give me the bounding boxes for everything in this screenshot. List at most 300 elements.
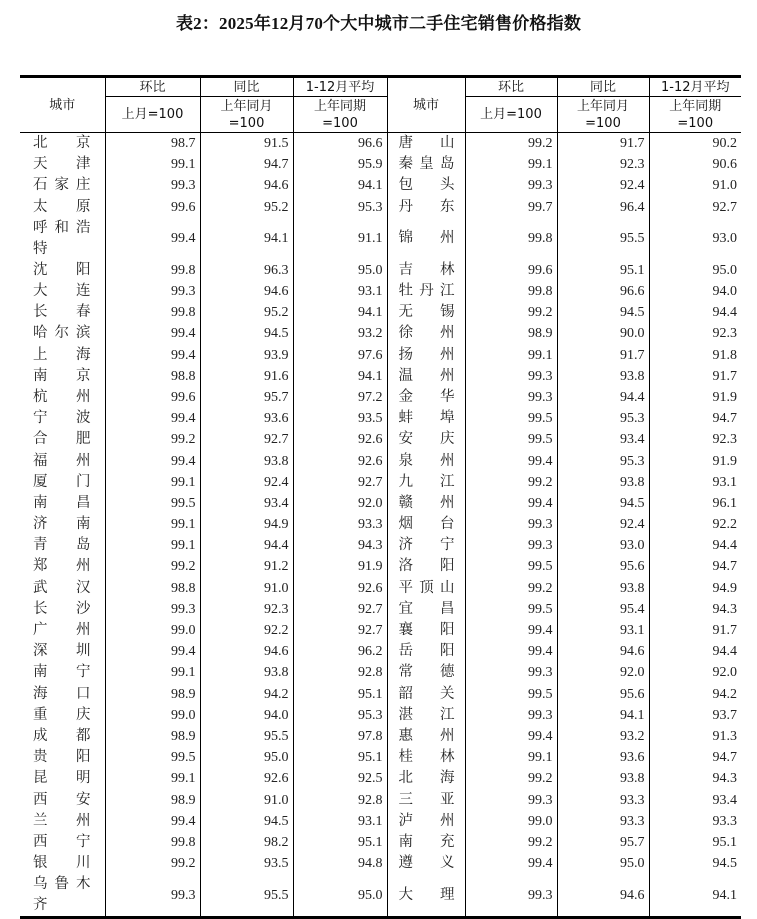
city-name-right: 大 理 (387, 874, 465, 918)
avg-value-right: 94.2 (649, 684, 741, 705)
yoy-value-left: 94.5 (200, 323, 293, 344)
table-row (20, 874, 741, 918)
table-row (20, 493, 741, 514)
city-name-right: 遵 义 (387, 853, 465, 874)
yoy-value-right: 91.7 (557, 345, 649, 366)
mom-value-left: 99.6 (105, 387, 200, 408)
mom-value-left: 99.5 (105, 493, 200, 514)
city-name-left: 杭 州 (33, 388, 91, 405)
avg-value-right: 94.3 (649, 599, 741, 620)
mom-base-header-left: 上月=100 (105, 97, 200, 133)
table-row (20, 535, 741, 556)
avg-value-left: 93.5 (293, 408, 387, 429)
city-column-header-left: 城市 (20, 77, 105, 133)
avg-value-right: 93.1 (649, 472, 741, 493)
mom-value-right: 99.3 (465, 705, 557, 726)
avg-value-right: 93.7 (649, 705, 741, 726)
city-name-right: 赣 州 (387, 493, 465, 514)
mom-value-right: 99.4 (465, 726, 557, 747)
city-name-right: 济 宁 (387, 535, 465, 556)
mom-value-right: 99.0 (465, 811, 557, 832)
table-row (20, 578, 741, 599)
table-row (20, 556, 741, 577)
avg-value-right: 91.0 (649, 175, 741, 196)
city-name-left: 西 安 (33, 791, 91, 808)
avg-value-left: 94.1 (293, 366, 387, 387)
yoy-value-right: 93.8 (557, 578, 649, 599)
city-name-left: 天 津 (33, 156, 91, 173)
yoy-base-line2: =100 (228, 115, 265, 131)
city-name-left: 银 川 (33, 855, 91, 872)
mom-value-right: 99.5 (465, 408, 557, 429)
mom-value-right: 99.4 (465, 641, 557, 662)
city-name-left: 长 沙 (33, 600, 91, 617)
city-name-left: 南 京 (33, 367, 91, 384)
table-row (20, 450, 741, 471)
avg-value-left: 93.3 (293, 514, 387, 535)
mom-value-right: 99.3 (465, 387, 557, 408)
yoy-value-left: 94.2 (200, 684, 293, 705)
yoy-value-left: 91.5 (200, 133, 293, 155)
mom-value-right: 99.1 (465, 154, 557, 175)
yoy-value-left: 93.9 (200, 345, 293, 366)
avg-value-left: 97.6 (293, 345, 387, 366)
yoy-value-left: 93.5 (200, 853, 293, 874)
city-name-right: 三 亚 (387, 789, 465, 810)
mom-value-left: 99.4 (105, 641, 200, 662)
mom-value-left: 98.7 (105, 133, 200, 155)
mom-value-right: 99.1 (465, 345, 557, 366)
city-name-right: 烟 台 (387, 514, 465, 535)
city-name-right: 包 头 (387, 175, 465, 196)
avg-value-right: 94.5 (649, 853, 741, 874)
yoy-value-right: 95.1 (557, 260, 649, 281)
avg-value-right: 92.3 (649, 429, 741, 450)
mom-value-right: 99.4 (465, 450, 557, 471)
yoy-value-right: 95.6 (557, 556, 649, 577)
city-name-left: 贵 阳 (33, 749, 91, 766)
avg-value-left: 92.8 (293, 662, 387, 683)
yoy-value-left: 91.6 (200, 366, 293, 387)
city-name-right: 扬 州 (387, 345, 465, 366)
yoy-value-right: 93.0 (557, 535, 649, 556)
yoy-value-left: 98.2 (200, 832, 293, 853)
city-name-right: 桂 林 (387, 747, 465, 768)
mom-value-right: 99.2 (465, 472, 557, 493)
table-row (20, 768, 741, 789)
city-name-right: 洛 阳 (387, 556, 465, 577)
yoy-value-left: 95.5 (200, 726, 293, 747)
table-row (20, 323, 741, 344)
yoy-value-right: 92.4 (557, 175, 649, 196)
avg-value-right: 94.4 (649, 535, 741, 556)
yoy-base-line2: =100 (585, 115, 621, 131)
table-row (20, 218, 741, 260)
table-row (20, 429, 741, 450)
avg-value-right: 93.4 (649, 789, 741, 810)
yoy-value-right: 93.3 (557, 789, 649, 810)
avg-value-left: 95.1 (293, 832, 387, 853)
mom-value-right: 99.4 (465, 493, 557, 514)
avg-value-left: 92.5 (293, 768, 387, 789)
avg-value-right: 91.7 (649, 620, 741, 641)
table-row (20, 260, 741, 281)
mom-value-right: 99.5 (465, 429, 557, 450)
avg-value-left: 92.6 (293, 429, 387, 450)
avg-value-right: 92.3 (649, 323, 741, 344)
yoy-value-right: 95.4 (557, 599, 649, 620)
yoy-base-header-left (200, 97, 293, 133)
avg-value-left: 95.0 (293, 874, 387, 918)
yoy-value-left: 94.4 (200, 535, 293, 556)
city-name-left: 大 连 (33, 283, 91, 300)
city-name-left: 沈 阳 (33, 261, 91, 278)
avg-base-line1: 上年同期 (669, 98, 722, 114)
mom-value-left: 98.8 (105, 366, 200, 387)
mom-value-right: 99.6 (465, 260, 557, 281)
yoy-value-left: 93.8 (200, 662, 293, 683)
city-name-left: 哈 尔 滨 (33, 325, 91, 342)
mom-value-left: 99.4 (105, 811, 200, 832)
mom-value-left: 99.6 (105, 197, 200, 218)
city-name-right: 秦 皇 岛 (387, 154, 465, 175)
city-name-right: 安 庆 (387, 429, 465, 450)
avg-value-right: 91.8 (649, 345, 741, 366)
avg-value-right: 92.0 (649, 662, 741, 683)
yoy-value-left: 96.3 (200, 260, 293, 281)
yoy-value-left: 92.3 (200, 599, 293, 620)
yoy-value-right: 93.8 (557, 472, 649, 493)
yoy-value-right: 96.4 (557, 197, 649, 218)
mom-value-right: 99.3 (465, 366, 557, 387)
city-name-right: 南 充 (387, 832, 465, 853)
mom-value-right: 99.5 (465, 556, 557, 577)
avg-value-right: 93.0 (649, 218, 741, 260)
city-name-left: 西 宁 (33, 833, 91, 850)
city-name-left: 北 京 (33, 135, 91, 152)
city-name-left: 南 昌 (33, 494, 91, 511)
avg-value-left: 92.7 (293, 599, 387, 620)
mom-value-right: 99.8 (465, 218, 557, 260)
mom-value-left: 99.3 (105, 599, 200, 620)
yoy-value-left: 94.7 (200, 154, 293, 175)
mom-value-left: 99.4 (105, 345, 200, 366)
city-name-right: 金 华 (387, 387, 465, 408)
table-row (20, 789, 741, 810)
city-name-right: 吉 林 (387, 260, 465, 281)
mom-value-right: 99.3 (465, 535, 557, 556)
avg-value-left: 95.1 (293, 684, 387, 705)
yoy-value-right: 94.6 (557, 874, 649, 918)
city-name-right: 平 顶 山 (387, 578, 465, 599)
yoy-value-left: 91.0 (200, 789, 293, 810)
yoy-value-right: 94.4 (557, 387, 649, 408)
mom-group-header-left: 环比 (105, 77, 200, 97)
mom-value-right: 98.9 (465, 323, 557, 344)
city-column-header-right: 城市 (387, 77, 465, 133)
yoy-value-right: 94.5 (557, 302, 649, 323)
yoy-value-left: 92.7 (200, 429, 293, 450)
mom-value-right: 99.2 (465, 832, 557, 853)
avg-value-right: 94.4 (649, 641, 741, 662)
city-name-right: 九 江 (387, 472, 465, 493)
avg-value-right: 92.2 (649, 514, 741, 535)
city-name-left: 武 汉 (33, 579, 91, 596)
mom-value-right: 99.3 (465, 874, 557, 918)
mom-value-left: 99.8 (105, 832, 200, 853)
avg-value-left: 94.1 (293, 175, 387, 196)
mom-value-left: 99.1 (105, 535, 200, 556)
avg-value-left: 94.1 (293, 302, 387, 323)
table-row (20, 726, 741, 747)
avg-base-line2: =100 (677, 115, 714, 131)
yoy-value-left: 94.9 (200, 514, 293, 535)
table-row (20, 197, 741, 218)
avg-value-left: 96.2 (293, 641, 387, 662)
price-index-table (20, 75, 741, 919)
yoy-value-right: 93.8 (557, 366, 649, 387)
city-name-left: 济 南 (33, 516, 91, 533)
city-name-right: 常 德 (387, 662, 465, 683)
table-title: 表2：2025年12月70个大中城市二手住宅销售价格指数 (175, 14, 582, 33)
city-name-left: 郑 州 (33, 558, 91, 575)
city-name-right: 岳 阳 (387, 641, 465, 662)
city-name-right: 泉 州 (387, 450, 465, 471)
yoy-value-left: 92.6 (200, 768, 293, 789)
yoy-value-left: 94.0 (200, 705, 293, 726)
avg-value-right: 94.4 (649, 302, 741, 323)
city-name-right: 宜 昌 (387, 599, 465, 620)
mom-value-right: 99.8 (465, 281, 557, 302)
avg-value-left: 94.8 (293, 853, 387, 874)
yoy-value-left: 93.8 (200, 450, 293, 471)
avg-value-left: 93.2 (293, 323, 387, 344)
mom-value-left: 99.2 (105, 853, 200, 874)
city-name-left: 昆 明 (33, 770, 91, 787)
city-name-left: 厦 门 (33, 473, 91, 490)
yoy-base-line1: 上年同月 (576, 98, 629, 114)
avg-base-line1: 上年同期 (313, 98, 366, 114)
table-row (20, 641, 741, 662)
yoy-value-right: 90.0 (557, 323, 649, 344)
avg-base-line2: =100 (322, 115, 358, 131)
mom-value-left: 99.3 (105, 175, 200, 196)
avg-value-left: 93.1 (293, 811, 387, 832)
yoy-value-left: 92.4 (200, 472, 293, 493)
mom-value-right: 99.4 (465, 620, 557, 641)
yoy-value-left: 93.6 (200, 408, 293, 429)
yoy-value-right: 95.6 (557, 684, 649, 705)
table-row (20, 747, 741, 768)
table-row (20, 281, 741, 302)
mom-value-left: 99.1 (105, 472, 200, 493)
avg-base-header-right (649, 97, 741, 133)
yoy-value-left: 92.2 (200, 620, 293, 641)
avg-value-right: 94.1 (649, 874, 741, 918)
table-row (20, 133, 741, 155)
yoy-value-left: 94.1 (200, 218, 293, 260)
table-body (20, 133, 741, 918)
avg-value-right: 96.1 (649, 493, 741, 514)
yoy-value-right: 91.7 (557, 133, 649, 155)
mom-value-right: 99.3 (465, 514, 557, 535)
mom-value-left: 99.2 (105, 556, 200, 577)
mom-value-right: 99.4 (465, 853, 557, 874)
yoy-value-right: 92.4 (557, 514, 649, 535)
city-name-right: 温 州 (387, 366, 465, 387)
city-name-left: 石 家 庄 (33, 177, 91, 194)
avg-value-left: 93.1 (293, 281, 387, 302)
table-row (20, 175, 741, 196)
mom-value-left: 99.4 (105, 323, 200, 344)
yoy-value-left: 91.2 (200, 556, 293, 577)
city-name-right: 锦 州 (387, 218, 465, 260)
city-name-left: 福 州 (33, 452, 91, 469)
avg-value-left: 92.7 (293, 620, 387, 641)
yoy-value-right: 93.4 (557, 429, 649, 450)
table-row (20, 514, 741, 535)
avg-value-right: 94.0 (649, 281, 741, 302)
mom-base-header-right: 上月=100 (465, 97, 557, 133)
avg-value-left: 92.8 (293, 789, 387, 810)
avg-value-right: 91.7 (649, 366, 741, 387)
yoy-value-right: 96.6 (557, 281, 649, 302)
avg-base-header-left (293, 97, 387, 133)
mom-value-right: 99.5 (465, 599, 557, 620)
avg-value-right: 91.3 (649, 726, 741, 747)
avg-value-left: 92.6 (293, 450, 387, 471)
mom-value-right: 99.2 (465, 768, 557, 789)
avg-value-left: 97.8 (293, 726, 387, 747)
mom-value-left: 99.5 (105, 747, 200, 768)
avg-value-right: 95.1 (649, 832, 741, 853)
avg-value-right: 94.7 (649, 408, 741, 429)
yoy-value-right: 95.3 (557, 450, 649, 471)
table-row (20, 387, 741, 408)
avg-value-left: 92.0 (293, 493, 387, 514)
city-name-left: 合 肥 (33, 431, 91, 448)
yoy-value-right: 93.1 (557, 620, 649, 641)
city-name-left: 深 圳 (33, 643, 91, 660)
table-row (20, 684, 741, 705)
avg-value-right: 94.9 (649, 578, 741, 599)
yoy-base-header-right (557, 97, 649, 133)
table-row (20, 302, 741, 323)
yoy-value-left: 94.6 (200, 175, 293, 196)
mom-value-left: 99.4 (105, 450, 200, 471)
avg-value-right: 91.9 (649, 387, 741, 408)
table-row (20, 472, 741, 493)
avg-group-header-left: 1-12月平均 (293, 77, 387, 97)
city-name-right: 泸 州 (387, 811, 465, 832)
mom-value-right: 99.3 (465, 175, 557, 196)
avg-value-left: 95.1 (293, 747, 387, 768)
yoy-value-right: 94.6 (557, 641, 649, 662)
mom-value-left: 99.1 (105, 154, 200, 175)
mom-value-left: 99.0 (105, 620, 200, 641)
yoy-value-right: 95.0 (557, 853, 649, 874)
mom-value-left: 99.8 (105, 260, 200, 281)
mom-value-left: 99.1 (105, 514, 200, 535)
mom-value-right: 99.2 (465, 578, 557, 599)
mom-value-left: 98.8 (105, 578, 200, 599)
yoy-group-header-right: 同比 (557, 77, 649, 97)
mom-value-right: 99.2 (465, 302, 557, 323)
avg-group-header-right: 1-12月平均 (649, 77, 741, 97)
yoy-group-header-left: 同比 (200, 77, 293, 97)
avg-value-left: 95.0 (293, 260, 387, 281)
yoy-value-right: 95.3 (557, 408, 649, 429)
table-row (20, 366, 741, 387)
city-name-left: 上 海 (33, 346, 91, 363)
city-name-left: 成 都 (33, 727, 91, 744)
mom-value-left: 98.9 (105, 726, 200, 747)
city-name-left: 宁 波 (33, 410, 91, 427)
mom-value-left: 99.0 (105, 705, 200, 726)
mom-value-right: 99.2 (465, 133, 557, 155)
yoy-value-left: 95.0 (200, 747, 293, 768)
yoy-value-left: 95.5 (200, 874, 293, 918)
city-name-left: 广 州 (33, 622, 91, 639)
table-row (20, 599, 741, 620)
yoy-value-right: 93.6 (557, 747, 649, 768)
city-name-left: 青 岛 (33, 537, 91, 554)
table-row (20, 345, 741, 366)
avg-value-left: 92.7 (293, 472, 387, 493)
city-name-right: 襄 阳 (387, 620, 465, 641)
city-name-left: 南 宁 (33, 664, 91, 681)
city-name-left: 呼和浩特 (33, 219, 91, 257)
city-name-right: 徐 州 (387, 323, 465, 344)
avg-value-left: 94.3 (293, 535, 387, 556)
yoy-value-right: 92.3 (557, 154, 649, 175)
avg-value-right: 94.7 (649, 747, 741, 768)
mom-value-left: 99.3 (105, 874, 200, 918)
mom-value-left: 99.1 (105, 662, 200, 683)
avg-value-left: 91.9 (293, 556, 387, 577)
yoy-value-left: 94.6 (200, 641, 293, 662)
yoy-value-left: 95.2 (200, 197, 293, 218)
yoy-base-line1: 上年同月 (220, 98, 273, 114)
city-name-left: 长 春 (33, 304, 91, 321)
avg-value-right: 90.2 (649, 133, 741, 155)
yoy-value-left: 93.4 (200, 493, 293, 514)
mom-value-right: 99.3 (465, 789, 557, 810)
mom-value-right: 99.7 (465, 197, 557, 218)
mom-value-left: 99.3 (105, 281, 200, 302)
yoy-value-left: 94.6 (200, 281, 293, 302)
yoy-value-right: 93.3 (557, 811, 649, 832)
avg-value-left: 91.1 (293, 218, 387, 260)
avg-value-left: 95.3 (293, 197, 387, 218)
avg-value-right: 94.7 (649, 556, 741, 577)
mom-value-left: 98.9 (105, 789, 200, 810)
avg-value-right: 90.6 (649, 154, 741, 175)
avg-value-right: 92.7 (649, 197, 741, 218)
table-row (20, 408, 741, 429)
avg-value-right: 93.3 (649, 811, 741, 832)
city-name-right: 蚌 埠 (387, 408, 465, 429)
city-name-right: 无 锡 (387, 302, 465, 323)
mom-value-left: 99.8 (105, 302, 200, 323)
table-row (20, 811, 741, 832)
city-name-left: 太 原 (33, 198, 91, 215)
yoy-value-right: 95.5 (557, 218, 649, 260)
avg-value-right: 94.3 (649, 768, 741, 789)
city-name-right: 湛 江 (387, 705, 465, 726)
city-name-left: 重 庆 (33, 706, 91, 723)
yoy-value-left: 91.0 (200, 578, 293, 599)
